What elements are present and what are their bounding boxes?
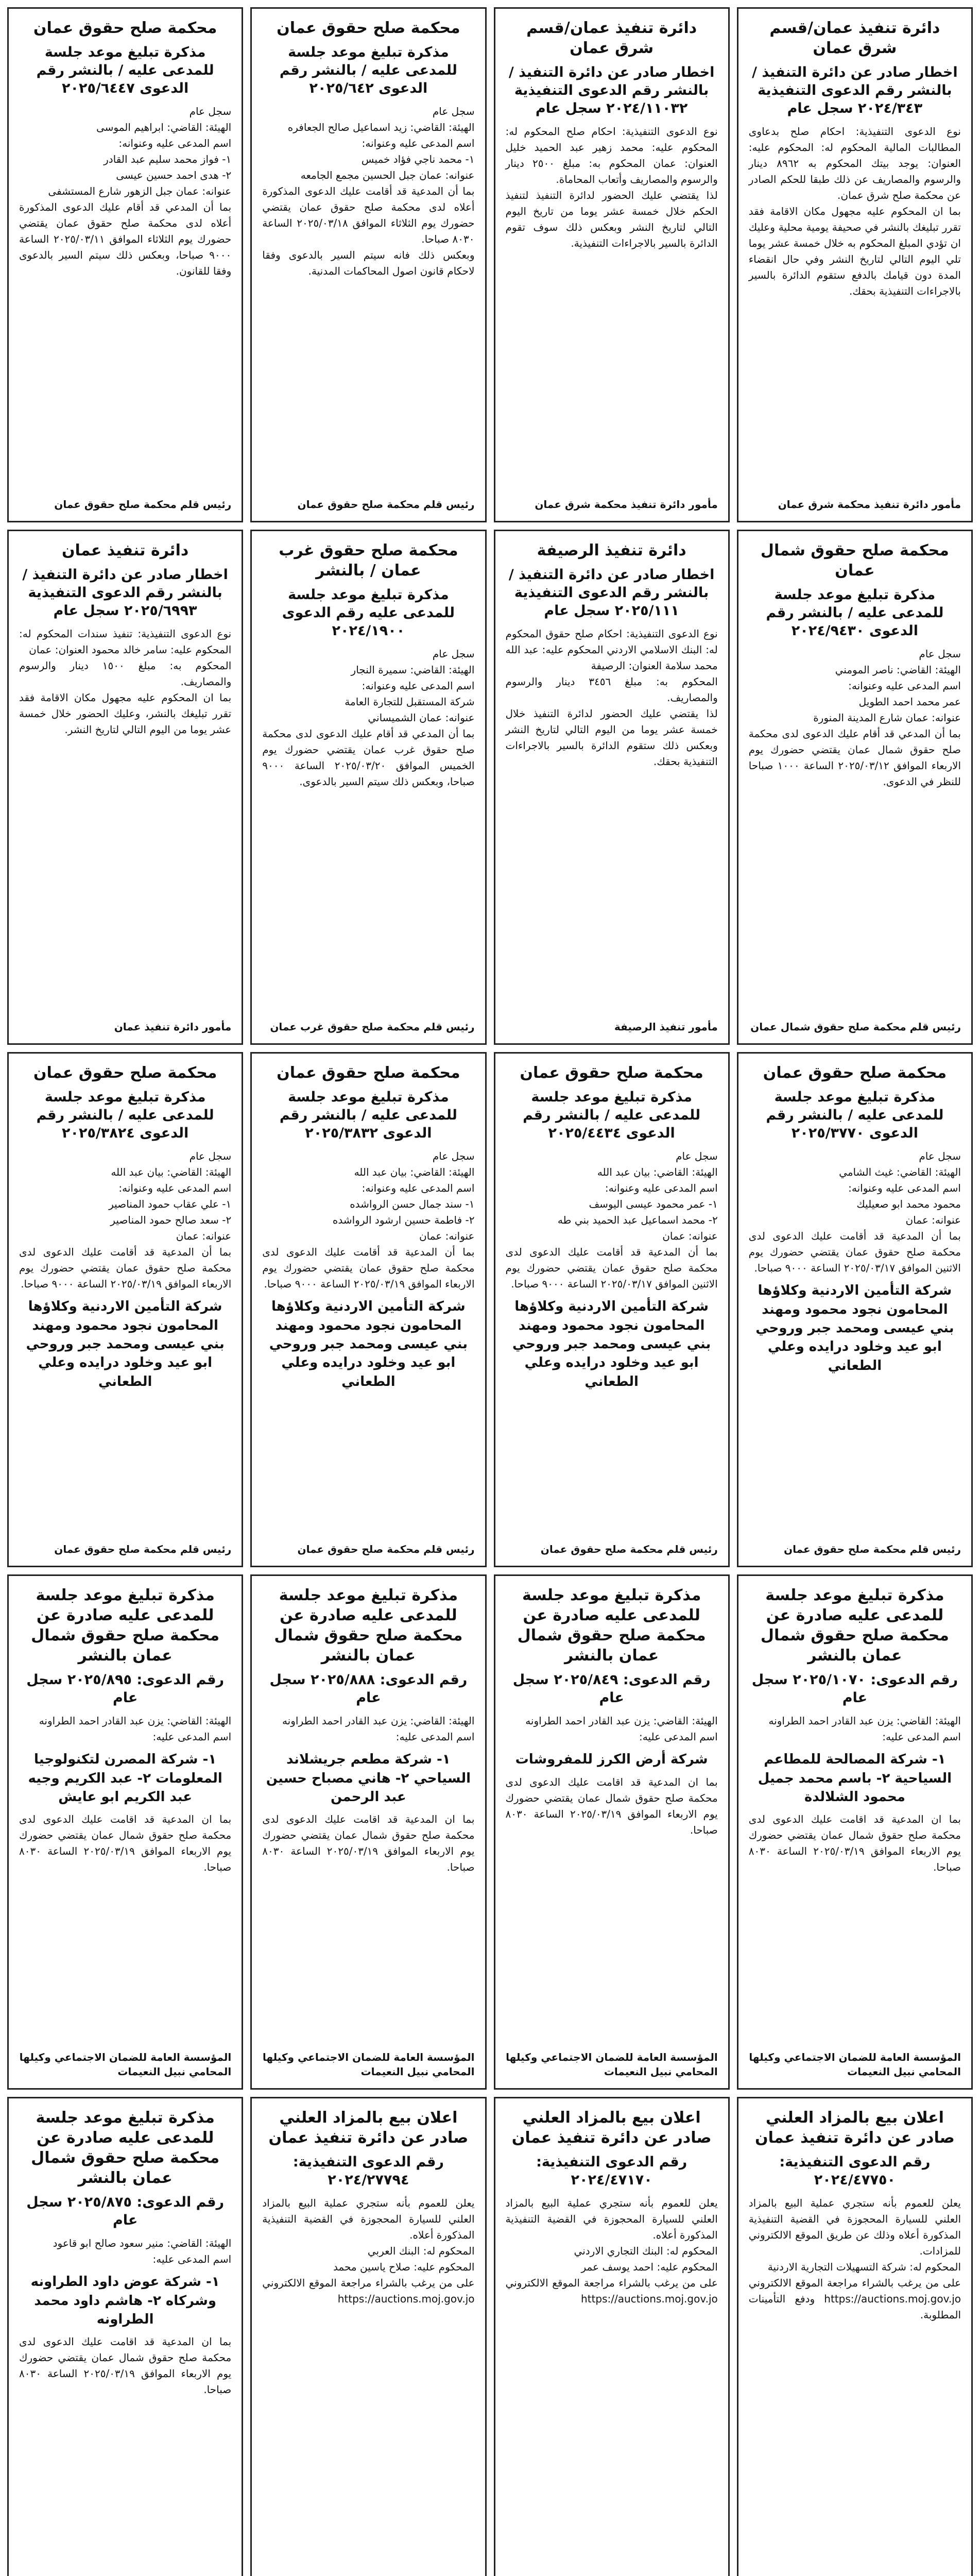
notice-body-secondary: بما ان المدعية قد اقامت عليك الدعوى لدى محكمة صلح حقوق شمال عمان يقتضي حضورك يوم الاربعاء الموافق ٢٠٢٥/٠٣/١٩ الساعة ٨٠٣٠ صباحا. — [262, 1813, 475, 1874]
notice-title: محكمة صلح حقوق عمان — [33, 19, 217, 37]
notice-defendant: ١- شركة المصالحة للمطاعم السياحية ٢- باسم محمد جميل محمود الشلالدة — [758, 1752, 952, 1805]
notice-footer: مأمور دائرة تنفيذ محكمة شرق عمان — [778, 498, 961, 511]
notice-body-secondary: بما ان المدعية قد اقامت عليك الدعوى لدى محكمة صلح حقوق شمال عمان يقتضي حضورك يوم الاربعاء الموافق ٢٠٢٥/٠٣/١٩ الساعة ٨٠٣٠ صباحا. — [19, 1813, 232, 1874]
notice-footer: المؤسسة العامة للضمان الاجتماعي وكيلها المحامي نبيل النعيمات — [749, 2051, 961, 2078]
notice-card — [250, 2097, 486, 2576]
notice-card — [250, 1574, 486, 2090]
notice-card — [494, 7, 730, 522]
notice-footer: رئيس قلم محكمة صلح حقوق شمال عمان — [750, 1021, 961, 1033]
notice-card — [250, 7, 486, 522]
notice-title: محكمة صلح حقوق عمان — [520, 1064, 703, 1082]
notice-title: اعلان بيع بالمزاد العلني صادر عن دائرة تنفيذ عمان — [268, 2109, 469, 2147]
notice-title: مذكرة تبليغ موعد جلسة للمدعى عليه صادرة عن محكمة صلح حقوق شمال عمان بالنشر — [31, 1586, 220, 1665]
notice-title: محكمة صلح حقوق شمال عمان — [760, 541, 949, 580]
notice-footer: رئيس قلم محكمة صلح حقوق عمان — [54, 1543, 232, 1555]
notice-footer: رئيس قلم محكمة صلح حقوق غرب عمان — [270, 1021, 475, 1033]
notice-case-number: مذكرة تبليغ موعد جلسة للمدعى عليه / بالنشر رقم الدعوى ٢٠٢٥/٦٤٤٧ — [36, 44, 214, 97]
notice-case-number: اخطار صادر عن دائرة التنفيذ / بالنشر رقم الدعوى التنفيذية ٢٠٢٤/١١٠٣٢ سجل عام — [508, 64, 715, 117]
notice-card — [737, 7, 973, 522]
notice-card — [7, 2097, 243, 2576]
notice-card — [494, 1052, 730, 1567]
notice-title: دائرة تنفيذ عمان — [61, 541, 189, 560]
notice-footer: رئيس قلم محكمة صلح حقوق عمان — [784, 1543, 961, 1555]
notice-card — [7, 530, 243, 1045]
notice-title: مذكرة تبليغ موعد جلسة للمدعى عليه صادرة عن محكمة صلح حقوق شمال عمان بالنشر — [31, 2109, 220, 2187]
notice-title: مذكرة تبليغ موعد جلسة للمدعى عليه صادرة عن محكمة صلح حقوق شمال عمان بالنشر — [274, 1586, 463, 1665]
notice-card — [7, 1052, 243, 1567]
notice-title: مذكرة تبليغ موعد جلسة للمدعى عليه صادرة عن محكمة صلح حقوق شمال عمان بالنشر — [517, 1586, 706, 1665]
notice-title: دائرة تنفيذ عمان/قسم شرق عمان — [526, 19, 697, 57]
notice-body: سجل عام الهيئة: القاضي: بيان عبد الله اسم المدعى عليه وعنوانه: ١- سند جمال حسن الرواشده ٢- فاطمة حسين ارشود الرواشده عنوانه: عمان بما أن المدعية قد أقامت عليك الدعوى لدى محكمة صلح حقوق عمان يقتضي حضورك يوم الاربعاء الموافق ٢٠٢٥/٠٣/١٩ الساعة ٩٠٠٠ صباحا. — [262, 1150, 475, 1291]
notice-case-number: مذكرة تبليغ موعد جلسة للمدعى عليه / بالنشر رقم الدعوى ٢٠٢٥/٦٤٢ — [279, 44, 457, 97]
notice-title: مذكرة تبليغ موعد جلسة للمدعى عليه صادرة عن محكمة صلح حقوق شمال عمان بالنشر — [760, 1586, 949, 1665]
notice-body: الهيئة: القاضي: يزن عبد القادر احمد الطراونه اسم المدعى عليه: — [768, 1715, 961, 1743]
notice-body: يعلن للعموم بأنه ستجري عملية البيع بالمزاد العلني للسيارة المحجوزة في القضية التنفيذية المذكورة أعلاه وذلك عن طريق الموقع الالكتروني للمزادات. المحكوم له: شركة التسهيلات التجارية الاردنية على من يرغب بالشراء مراجعة الموقع الالكتروني https://auctions.moj.gov.jo ودفع التأمينات المطلوبة. — [748, 2197, 961, 2321]
notice-case-number: اخطار صادر عن دائرة التنفيذ / بالنشر رقم الدعوى التنفيذية ٢٠٢٥/١١١ سجل عام — [508, 567, 715, 619]
notice-case-number: رقم الدعوى التنفيذية: ٢٠٢٤/٢٧٧٩٤ — [293, 2154, 444, 2189]
notice-footer: رئيس قلم محكمة صلح حقوق عمان — [540, 1543, 718, 1555]
notice-case-number: رقم الدعوى: ٢٠٢٥/٨٧٥ سجل عام — [26, 2194, 225, 2229]
notice-footer: المؤسسة العامة للضمان الاجتماعي وكيلها المحامي نبيل النعيمات — [506, 2051, 718, 2078]
notice-card — [737, 2097, 973, 2576]
notice-defendant: ١- شركة المصرن لتكنولوجيا المعلومات ٢- عبد الكريم وجيه عبد الكريم ابو عايش — [28, 1752, 222, 1805]
notice-case-number: اخطار صادر عن دائرة التنفيذ / بالنشر رقم الدعوى التنفيذية ٢٠٢٤/٣٤٣ سجل عام — [752, 64, 958, 117]
notice-case-number: اخطار صادر عن دائرة التنفيذ / بالنشر رقم الدعوى التنفيذية ٢٠٢٥/٦٩٩٣ سجل عام — [22, 567, 228, 619]
notice-card — [494, 1574, 730, 2090]
notice-footer: مأمور دائرة تنفيذ محكمة شرق عمان — [535, 498, 718, 511]
notice-footer: رئيس قلم محكمة صلح حقوق عمان — [297, 1543, 475, 1555]
notice-title: محكمة صلح حقوق عمان — [277, 19, 460, 37]
notice-card — [737, 530, 973, 1045]
notice-footer: مأمور تنفيذ الرصيفة — [614, 1021, 718, 1033]
notice-title: محكمة صلح حقوق غرب عمان / بالنشر — [279, 541, 458, 580]
notices-grid — [7, 7, 973, 2576]
notice-case-number: رقم الدعوى: ٢٠٢٥/٨٨٨ سجل عام — [269, 1672, 468, 1706]
notice-plaintiff: شركة التأمين الاردنية وكلاؤها المحامون نجود محمود ومهند بني عيسى ومحمد جبر وروحي ابو عيد وخلود درايده وعلي الطعاني — [26, 1299, 225, 1389]
notice-case-number: مذكرة تبليغ موعد جلسة للمدعى عليه / بالنشر رقم الدعوى ٢٠٢٥/٣٨٣٢ — [279, 1089, 457, 1142]
notice-body: يعلن للعموم بأنه ستجري عملية البيع بالمزاد العلني للسيارة المحجوزة في القضية التنفيذية المذكورة أعلاه. المحكوم له: البنك العربي المحكوم عليه: صلاح ياسين محمد على من يرغب بالشراء مراجعة الموقع الالكتروني https://auctions.moj.gov.jo — [262, 2197, 475, 2306]
notice-body-secondary: بما ان المدعية قد اقامت عليك الدعوى لدى محكمة صلح حقوق شمال عمان يقتضي حضورك يوم الاربعاء الموافق ٢٠٢٥/٠٣/١٩ الساعة ٨٠٣٠ صباحا. — [19, 2335, 232, 2396]
notice-case-number: رقم الدعوى: ٢٠٢٥/٨٤٩ سجل عام — [512, 1672, 711, 1706]
notice-plaintiff: شركة التأمين الاردنية وكلاؤها المحامون نجود محمود ومهند بني عيسى ومحمد جبر وروحي ابو عيد وخلود درايده وعلي الطعاني — [269, 1299, 468, 1389]
notice-card — [737, 1052, 973, 1567]
notice-card — [494, 530, 730, 1045]
notice-footer: مأمور دائرة تنفيذ عمان — [114, 1021, 232, 1033]
notice-body: الهيئة: القاضي: يزن عبد القادر احمد الطراونه اسم المدعى عليه: — [39, 1715, 232, 1743]
notice-defendant: ١- شركة مطعم جريشلاند السياحي ٢- هاني مصباح حسين عبد الرحمن — [266, 1752, 471, 1805]
notice-footer: المؤسسة العامة للضمان الاجتماعي وكيلها المحامي نبيل النعيمات — [19, 2051, 232, 2078]
notice-card — [737, 1574, 973, 2090]
notice-body: سجل عام الهيئة: القاضي: بيان عبد الله اسم المدعى عليه وعنوانه: ١- علي عقاب حمود المناصير ٢- سعد صالح حمود المناصير عنوانه: عمان بما أن المدعية قد أقامت عليك الدعوى لدى محكمة صلح حقوق عمان يقتضي حضورك يوم الاربعاء الموافق ٢٠٢٥/٠٣/١٩ الساعة ٩٠٠٠ صباحا. — [19, 1150, 232, 1291]
notice-title: دائرة تنفيذ الرصيفة — [537, 541, 686, 560]
notice-card — [250, 530, 486, 1045]
notice-case-number: رقم الدعوى: ٢٠٢٥/١٠٧٠ سجل عام — [751, 1672, 958, 1706]
notice-title: محكمة صلح حقوق عمان — [277, 1064, 460, 1082]
notice-body-secondary: بما ان المدعية قد اقامت عليك الدعوى لدى محكمة صلح حقوق شمال عمان يقتضي حضورك يوم الاربعاء الموافق ٢٠٢٥/٠٣/١٩ الساعة ٨٠٣٠ صباحا. — [748, 1813, 961, 1874]
notice-body: سجل عام الهيئة: القاضي: بيان عبد الله اسم المدعى عليه وعنوانه: ١- عمر محمود عيسى اليوسف ٢- محمد اسماعيل عبد الحميد بني طه عنوانه: عمان بما أن المدعية قد أقامت عليك الدعوى لدى محكمة صلح حقوق عمان يقتضي حضورك يوم الاثنين الموافق ٢٠٢٥/٠٣/١٧ الساعة ٩٠٠٠ صباحا. — [505, 1150, 718, 1291]
notice-body: نوع الدعوى التنفيذية: تنفيذ سندات المحكوم له: المحكوم عليه: سامر خالد محمود العنوان: عمان المحكوم به: مبلغ ١٥٠٠ دينار والرسوم والمصاريف. بما ان المحكوم عليه مجهول مكان الاقامة فقد تقرر تبليغك بالنشر، وعليك الحضور خلال خمسة عشر يوما من اليوم التالي لتاريخ النشر. — [19, 628, 232, 736]
notice-plaintiff: شركة التأمين الاردنية وكلاؤها المحامون نجود محمود ومهند بني عيسى ومحمد جبر وروحي ابو عيد وخلود درايده وعلي الطعاني — [512, 1299, 711, 1389]
notice-title: محكمة صلح حقوق عمان — [33, 1064, 217, 1082]
notice-case-number: رقم الدعوى التنفيذية: ٢٠٢٤/٤٧٧٥٠ — [779, 2154, 931, 2189]
notice-body: نوع الدعوى التنفيذية: احكام صلح المحكوم له: المحكوم عليه: محمد زهير عبد الحميد خليل العنوان: عمان المحكوم به: مبلغ ٢٥٠٠ دينار والرسوم والمصاريف وأتعاب المحاماة. لذا يقتضي عليك الحضور لدائرة التنفيذ لتنفيذ الحكم خلال خمسة عشر يوما من تاريخ اليوم التالي لتاريخ النشر وبعكس ذلك سوف تقوم الدائرة بالسير بالاجراءات التنفيذية. — [505, 125, 718, 250]
notice-title: محكمة صلح حقوق عمان — [763, 1064, 947, 1082]
notice-title: اعلان بيع بالمزاد العلني صادر عن دائرة تنفيذ عمان — [511, 2109, 712, 2147]
notice-title: اعلان بيع بالمزاد العلني صادر عن دائرة تنفيذ عمان — [755, 2109, 955, 2147]
notice-body: الهيئة: القاضي: منير سعود صالح ابو قاعود اسم المدعى عليه: — [53, 2237, 232, 2266]
notice-title: دائرة تنفيذ عمان/قسم شرق عمان — [769, 19, 940, 57]
notice-body: سجل عام الهيئة: القاضي: ابراهيم الموسى اسم المدعى عليه وعنوانه: ١- فواز محمد سليم عبد القادر ٢- هدى احمد حسين عيسى عنوانه: عمان جبل الزهور شارع المستشفى بما أن المدعي قد أقام عليك الدعوى المذكورة أعلاه لدى محكمة صلح حقوق عمان يقتضي حضورك يوم الثلاثاء الموافق ٢٠٢٥/٠٣/١١ الساعة ٩٠٠٠ صباحا، وبعكس ذلك سيتم السير بالدعوى وفقا للقانون. — [19, 105, 232, 278]
notice-card — [7, 1574, 243, 2090]
notice-defendant: ١- شركة عوض داود الطراونه وشركاه ٢- هاشم داود محمد الطراونه — [30, 2274, 220, 2327]
notice-case-number: مذكرة تبليغ موعد جلسة للمدعى عليه / بالنشر رقم الدعوى ٢٠٢٥/٣٨٢٤ — [36, 1089, 214, 1142]
notice-card — [7, 7, 243, 522]
notice-plaintiff: شركة التأمين الاردنية وكلاؤها المحامون نجود محمود ومهند بني عيسى ومحمد جبر وروحي ابو عيد وخلود درايده وعلي الطعاني — [755, 1283, 954, 1374]
notice-footer: رئيس قلم محكمة صلح حقوق عمان — [297, 498, 475, 511]
notice-case-number: مذكرة تبليغ موعد جلسة للمدعى عليه / بالنشر رقم الدعوى ٢٠٢٥/٤٤٣٤ — [523, 1089, 701, 1142]
notice-footer: رئيس قلم محكمة صلح حقوق عمان — [54, 498, 232, 511]
notice-body: سجل عام الهيئة: القاضي: سميرة النجار اسم المدعى عليه وعنوانه: شركة المستقبل للتجارة العامة عنوانه: عمان الشميساني بما أن المدعي قد أقام عليك الدعوى لدى محكمة صلح حقوق غرب عمان يقتضي حضورك يوم الخميس الموافق ٢٠٢٥/٠٣/٢٠ الساعة ٩٠٠٠ صباحا، وبعكس ذلك سيتم السير بالدعوى. — [262, 648, 475, 788]
notice-card — [494, 2097, 730, 2576]
notice-case-number: مذكرة تبليغ موعد جلسة للمدعى عليه / بالنشر رقم الدعوى ٢٠٢٤/٩٤٣٠ — [766, 587, 944, 639]
notice-body-secondary: بما ان المدعية قد اقامت عليك الدعوى لدى محكمة صلح حقوق شمال عمان يقتضي حضورك يوم الاربعاء الموافق ٢٠٢٥/٠٣/١٩ الساعة ٨٠٣٠ صباحا. — [505, 1775, 718, 1836]
notice-body: الهيئة: القاضي: يزن عبد القادر احمد الطراونه اسم المدعى عليه: — [282, 1715, 475, 1743]
notice-body: نوع الدعوى التنفيذية: احكام صلح بدعاوى المطالبات المالية المحكوم له: المحكوم عليه: العنوان: يوجد بيتك المحكوم به ٨٩٦٢ دينار والرسوم والمصاريف عن ذلك طبقا للحكم الصادر عن محكمة صلح شرق عمان. بما ان المحكوم عليه مجهول مكان الاقامة فقد تقرر تبليغك بالنشر في صحيفة يومية محلية وعليك ان تؤدي المبلغ المحكوم به خلال خمسة عشر يوما تلي اليوم التالي لتاريخ النشر وفي حال انقضاء المدة دون قيامك بالدفع ستقوم الدائرة بالسير بالاجراءات التنفيذية بحقك. — [748, 125, 961, 298]
notice-body: سجل عام الهيئة: القاضي: زيد اسماعيل صالح الجعافره اسم المدعى عليه وعنوانه: ١- محمد ناجي فؤاد خميس عنوانه: عمان جبل الحسين مجمع الجامعه بما أن المدعية قد أقامت عليك الدعوى المذكورة أعلاه لدى محكمة صلح حقوق عمان يقتضي حضورك يوم الثلاثاء الموافق ٢٠٢٥/٠٣/١٨ الساعة ٨٠٣٠ صباحا. وبعكس ذلك فانه سيتم السير بالدعوى وفقا لاحكام قانون اصول المحاكمات المدنية. — [262, 105, 475, 278]
notice-footer: المؤسسة العامة للضمان الاجتماعي وكيلها المحامي نبيل النعيمات — [262, 2051, 475, 2078]
notice-body: نوع الدعوى التنفيذية: احكام صلح حقوق المحكوم له: البنك الاسلامي الاردني المحكوم عليه: عبد الله محمد سلامة العنوان: الرصيفة المحكوم به: مبلغ ٣٤٥٦ دينار والرسوم والمصاريف. لذا يقتضي عليك الحضور لدائرة التنفيذ خلال خمسة عشر يوما من اليوم التالي لتاريخ النشر وبعكس ذلك ستقوم الدائرة بالسير بالاجراءات التنفيذية بحقك. — [505, 628, 718, 768]
notice-body: الهيئة: القاضي: يزن عبد القادر احمد الطراونه اسم المدعى عليه: — [525, 1715, 718, 1743]
notice-body: يعلن للعموم بأنه ستجري عملية البيع بالمزاد العلني للسيارة المحجوزة في القضية التنفيذية المذكورة أعلاه. المحكوم له: البنك التجاري الاردني المحكوم عليه: احمد يوسف عمر على من يرغب بالشراء مراجعة الموقع الالكتروني https://auctions.moj.gov.jo — [505, 2197, 718, 2306]
notice-case-number: رقم الدعوى التنفيذية: ٢٠٢٤/٤٧١٧٠ — [536, 2154, 687, 2189]
notice-case-number: رقم الدعوى: ٢٠٢٥/٨٩٥ سجل عام — [26, 1672, 225, 1706]
notice-case-number: مذكرة تبليغ موعد جلسة للمدعى عليه رقم الدعوى ٢٠٢٤/١٩٠٠ — [282, 587, 455, 639]
notice-defendant: شركة أرض الكرز للمفروشات — [515, 1752, 708, 1768]
notice-case-number: مذكرة تبليغ موعد جلسة للمدعى عليه / بالنشر رقم الدعوى ٢٠٢٥/٣٧٧٠ — [766, 1089, 944, 1142]
notice-card — [250, 1052, 486, 1567]
notice-body: سجل عام الهيئة: القاضي: غيث الشامي اسم المدعى عليه وعنوانه: محمود محمد ابو صعيليك عنوانه: عمان بما أن المدعية قد أقامت عليك الدعوى لدى محكمة صلح حقوق عمان يقتضي حضورك يوم الاثنين الموافق ٢٠٢٥/٠٣/١٧ الساعة ٩٠٠٠ صباحا. — [748, 1150, 961, 1275]
notice-body: سجل عام الهيئة: القاضي: ناصر المومني اسم المدعى عليه وعنوانه: عمر محمد احمد الطويل عنوانه: عمان شارع المدينة المنورة بما أن المدعي قد أقام عليك الدعوى لدى محكمة صلح حقوق شمال عمان يقتضي حضورك يوم الاربعاء الموافق ٢٠٢٥/٠٣/١٢ الساعة ١٠٠٠ صباحا للنظر في الدعوى. — [748, 648, 961, 788]
